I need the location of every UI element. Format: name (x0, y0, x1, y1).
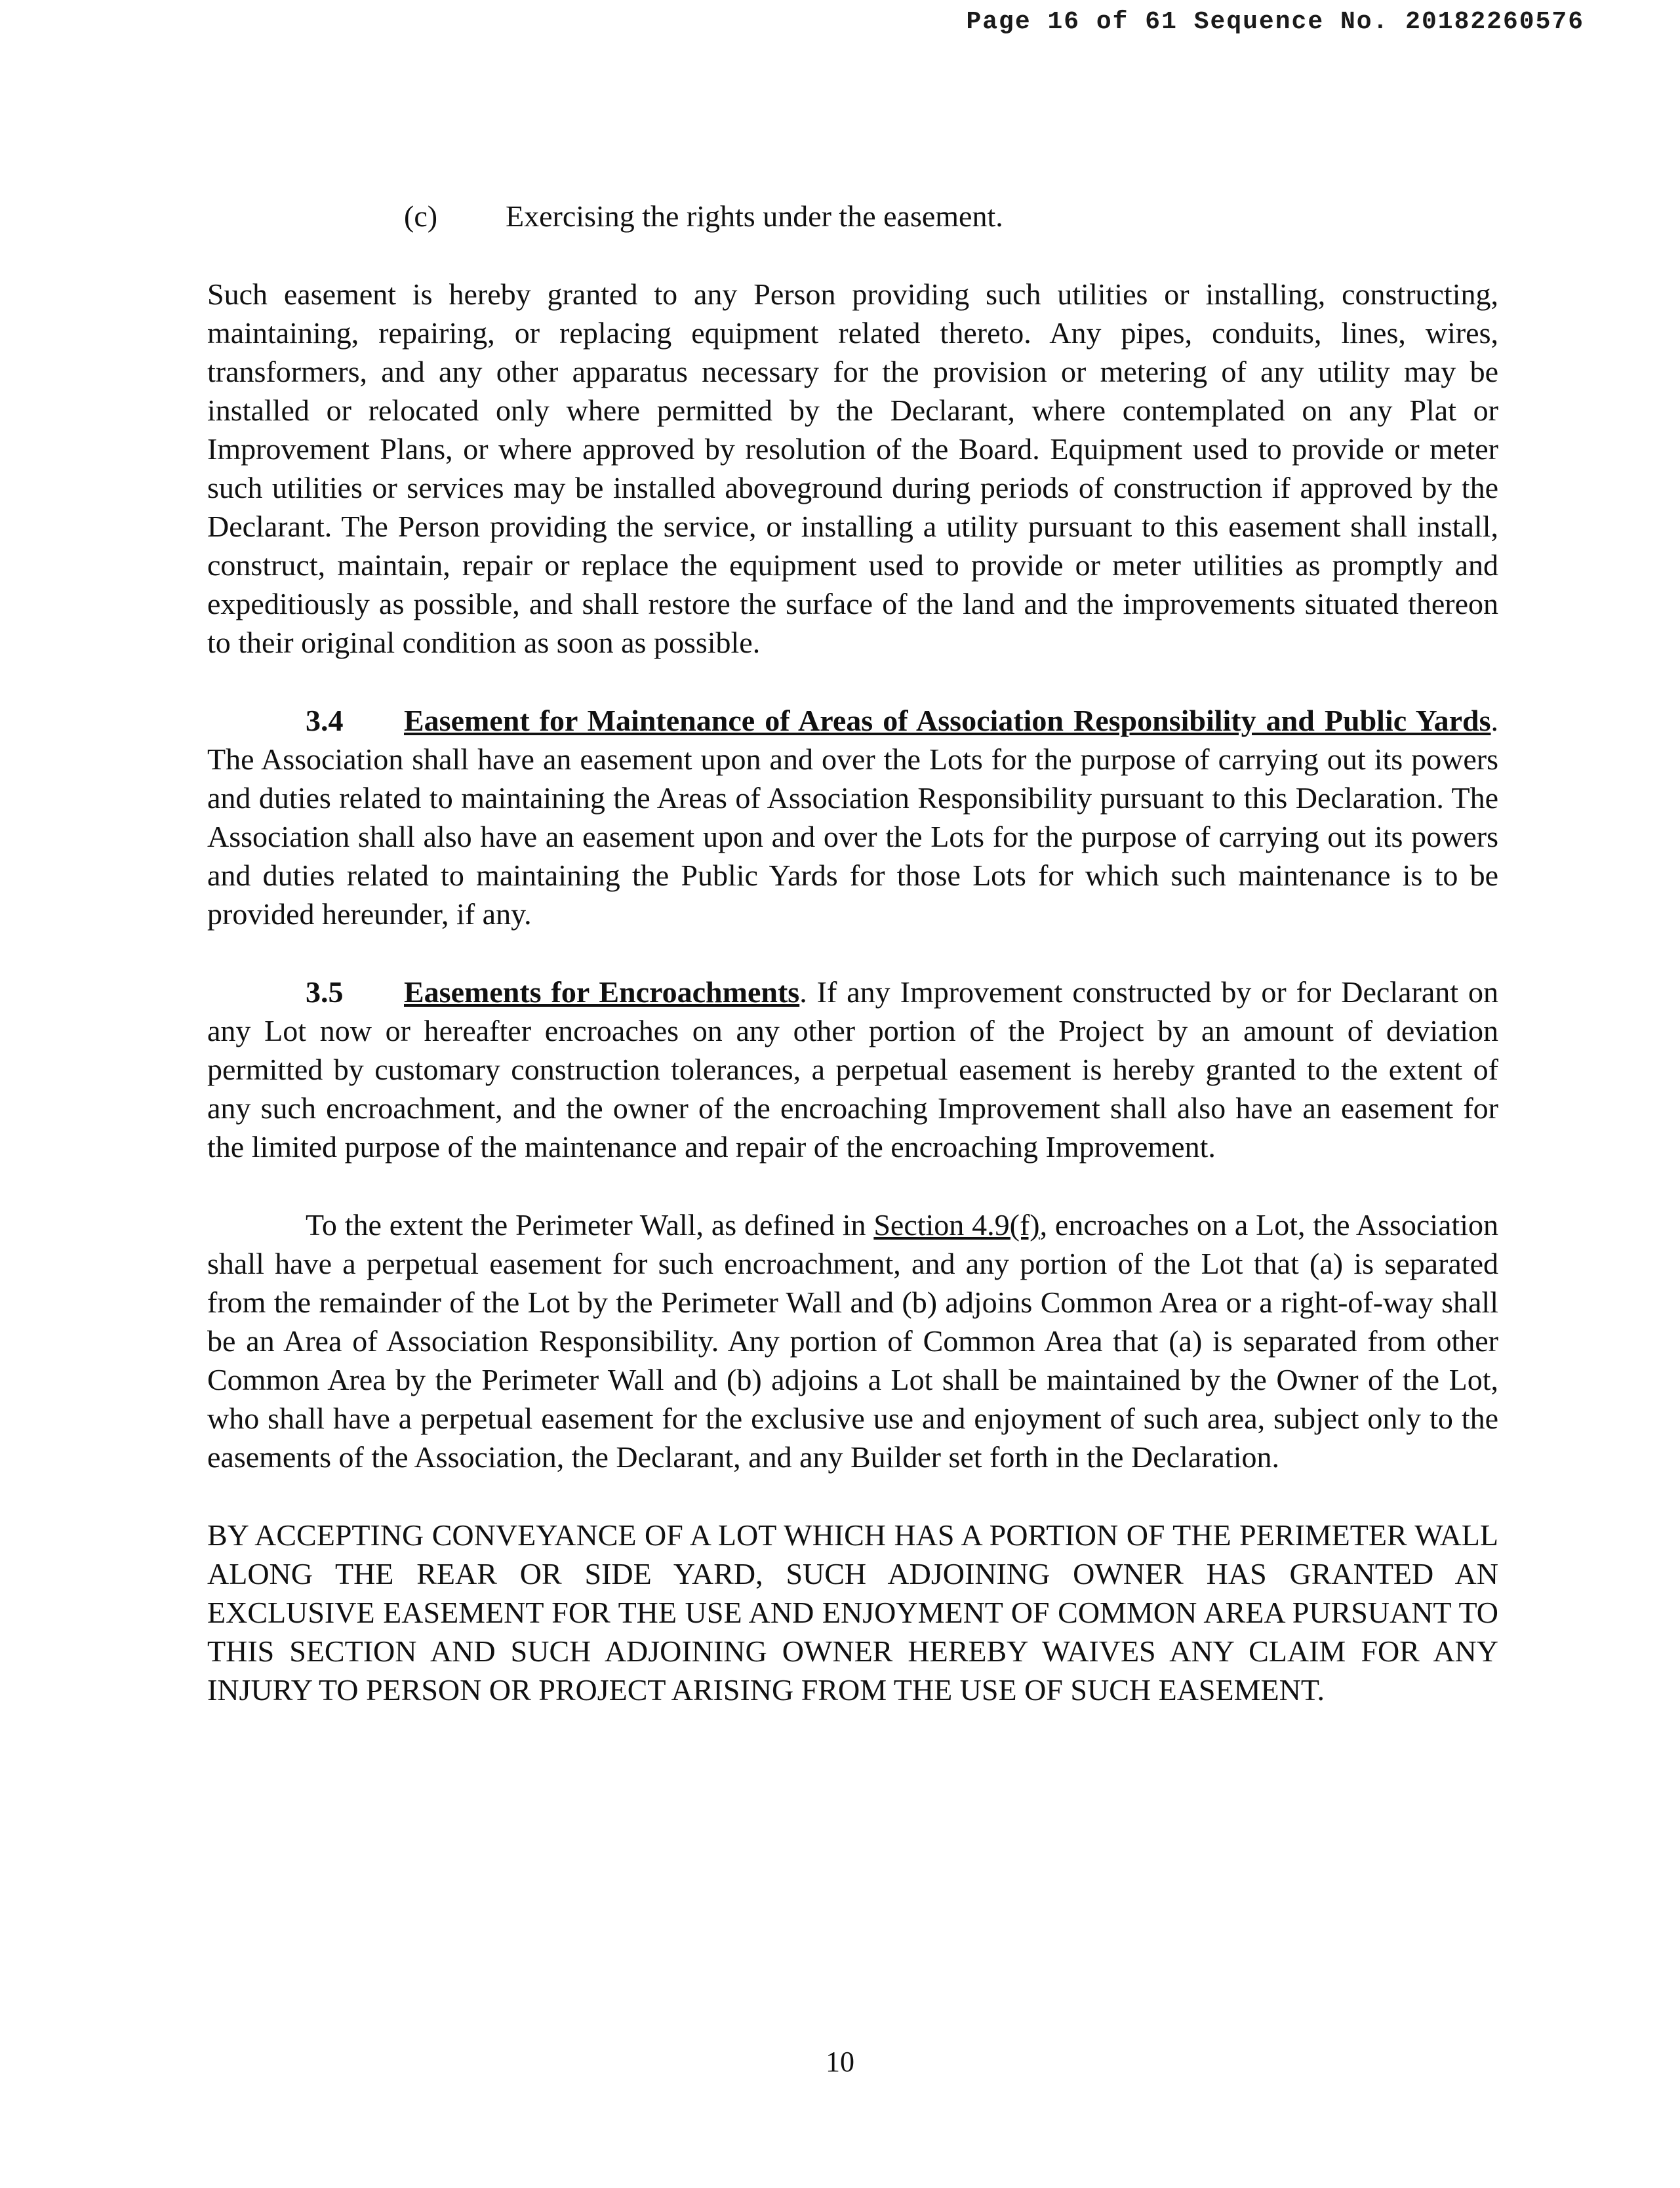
page-sequence-header: Page 16 of 61 Sequence No. 20182260576 (966, 8, 1584, 36)
paragraph-text-after: , encroaches on a Lot, the Association shall have a perpetual easement for such encroachment, and any portion of the Lot that (a) is separated from the remainder of the Lot by the Perimeter Wall and (b) adjoins Common Area or a right-of-way shall be an Area of Association Responsibility. Any portion of Common Area that (a) is separated from other Common Area by the Perimeter Wall and (b) adjoins a Lot shall be maintained by the Owner of the Lot, who shall have a perpetual easement for the exclusive use and enjoyment of such area, subject only to the easements of the Association, the Declarant, and any Builder set forth in the Declaration. (207, 1208, 1498, 1474)
sub-item-text: Exercising the rights under the easement. (506, 199, 1003, 233)
section-number: 3.5 (306, 975, 344, 1009)
sub-item-c (404, 197, 1498, 235)
section-text: . If any Improvement constructed by or for Declarant on any Lot now or hereafter encroaches on any other portion of the Project by an amount of deviation permitted by customary construction tolerances, a perpetual easement is hereby granted to the extent of any such encroachment, and the owner of the encroaching Improvement shall also have an easement for the limited purpose of the maintenance and repair of the encroaching Improvement. (207, 975, 1498, 1164)
page-number: 10 (826, 2046, 854, 2078)
section-cross-reference: Section 4.9(f) (873, 1208, 1040, 1242)
paragraph-text-before: To the extent the Perimeter Wall, as defined in (306, 1208, 874, 1242)
paragraph-waiver-caps: BY ACCEPTING CONVEYANCE OF A LOT WHICH HAS A PORTION OF THE PERIMETER WALL ALONG THE REAR OR SIDE YARD, SUCH ADJOINING OWNER HAS GRANTED AN EXCLUSIVE EASEMENT FOR THE USE AND ENJOYMENT OF COMMON AREA PURSUANT TO THIS SECTION AND SUCH ADJOINING OWNER HEREBY WAIVES ANY CLAIM FOR ANY INJURY TO PERSON OR PROJECT ARISING FROM THE USE OF SUCH EASEMENT. (207, 1518, 1498, 1707)
section-text: . The Association shall have an easement upon and over the Lots for the purpose of carrying out its powers and duties related to maintaining the Areas of Association Responsibility pursuant to this Declaration. The Association shall also have an easement upon and over the Lots for the purpose of carrying out its powers and duties related to maintaining the Public Yards for those Lots for which such maintenance is to be provided hereunder, if any. (207, 704, 1498, 931)
sub-item-label: (c) (404, 199, 438, 233)
paragraph-perimeter-wall (207, 1205, 1498, 1476)
section-title: Easement for Maintenance of Areas of Association Responsibility and Public Yards (404, 704, 1491, 737)
paragraph-utilities: Such easement is hereby granted to any Person providing such utilities or installing, constructing, maintaining, repairing, or replacing equipment related thereto. Any pipes, conduits, lines, wires, transformers, and any other apparatus necessary for the provision or metering of any utility may be installed or relocated only where permitted by the Declarant, where contemplated on any Plat or Improvement Plans, or where approved by resolution of the Board. Equipment used to provide or meter such utilities or services may be installed aboveground during periods of construction if approved by the Declarant. The Person providing the service, or installing a utility pursuant to this easement shall install, construct, maintain, repair or replace the equipment used to provide or meter utilities as promptly and expeditiously as possible, and shall restore the surface of the land and the improvements situated thereon to their original condition as soon as possible. (207, 277, 1498, 659)
document-body (207, 197, 1498, 1749)
section-3-5 (207, 973, 1498, 1166)
section-3-4 (207, 701, 1498, 933)
section-number: 3.4 (306, 704, 344, 737)
section-title: Easements for Encroachments (404, 975, 800, 1009)
